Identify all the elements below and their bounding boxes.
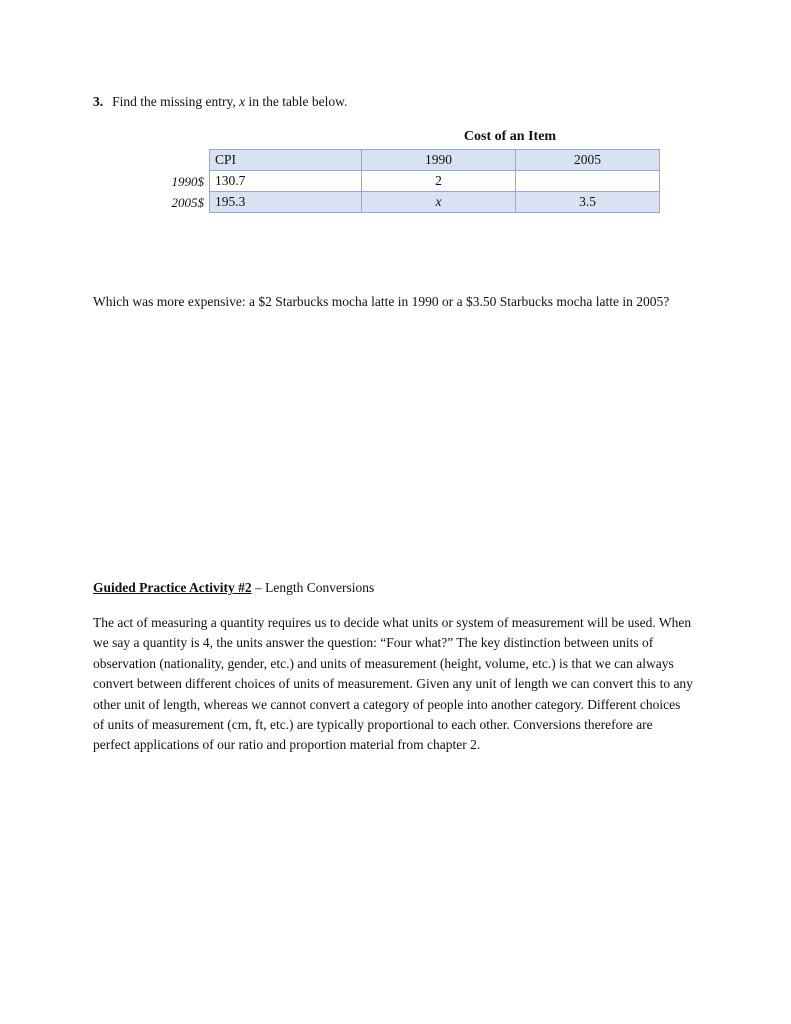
section-heading-subtitle: – Length Conversions <box>251 580 375 595</box>
problem-text-after: in the table below. <box>248 94 348 109</box>
problem-3-prompt <box>93 93 347 111</box>
cell-cost-2005: 3.5 <box>516 192 660 213</box>
cell-cpi-1990: 130.7 <box>210 171 362 192</box>
cell-cpi-2005: 195.3 <box>210 192 362 213</box>
cpi-cost-table <box>209 149 660 213</box>
row-label-1990: 1990$ <box>171 174 204 189</box>
row-label-2005: 2005$ <box>171 195 204 210</box>
problem-variable: x <box>239 94 246 109</box>
table-title: Cost of an Item <box>463 129 557 144</box>
problem-number: 3. <box>93 94 104 109</box>
table-row-2005-dollars <box>210 192 660 213</box>
cell-missing-x: x <box>362 192 516 213</box>
cell-cost-1990: 2 <box>362 171 516 192</box>
header-1990: 1990 <box>362 150 516 171</box>
header-cpi: CPI <box>210 150 362 171</box>
section-heading <box>93 578 374 598</box>
header-2005: 2005 <box>516 150 660 171</box>
table-row-1990-dollars <box>210 171 660 192</box>
problem-text-before: Find the missing entry, <box>112 94 236 109</box>
cell-cost-2005-empty <box>516 171 660 192</box>
table-header-row <box>210 150 660 171</box>
latte-question: Which was more expensive: a $2 Starbucks mocha latte in 1990 or a $3.50 Starbucks mocha latte in 2005? <box>93 294 670 309</box>
section-paragraph: The act of measuring a quantity requires us to decide what units or system of measurement will be used. When we say a quantity is 4, the units answer the question: “Four what?” The key distinction between units of observation (nationality, gender, etc.) and units of measurement (height, volume, etc.) is that we can always convert between different choices of units of measurement. Given any unit of length we can convert this to any other unit of length, whereas we cannot convert a category of people into another category. Different choices of units of measurement (cm, ft, etc.) are typically proportional to each other. Conversions therefore are perfect applications of our ratio and proportion material from chapter 2. <box>93 615 693 753</box>
section-heading-title: Guided Practice Activity #2 <box>93 580 252 595</box>
